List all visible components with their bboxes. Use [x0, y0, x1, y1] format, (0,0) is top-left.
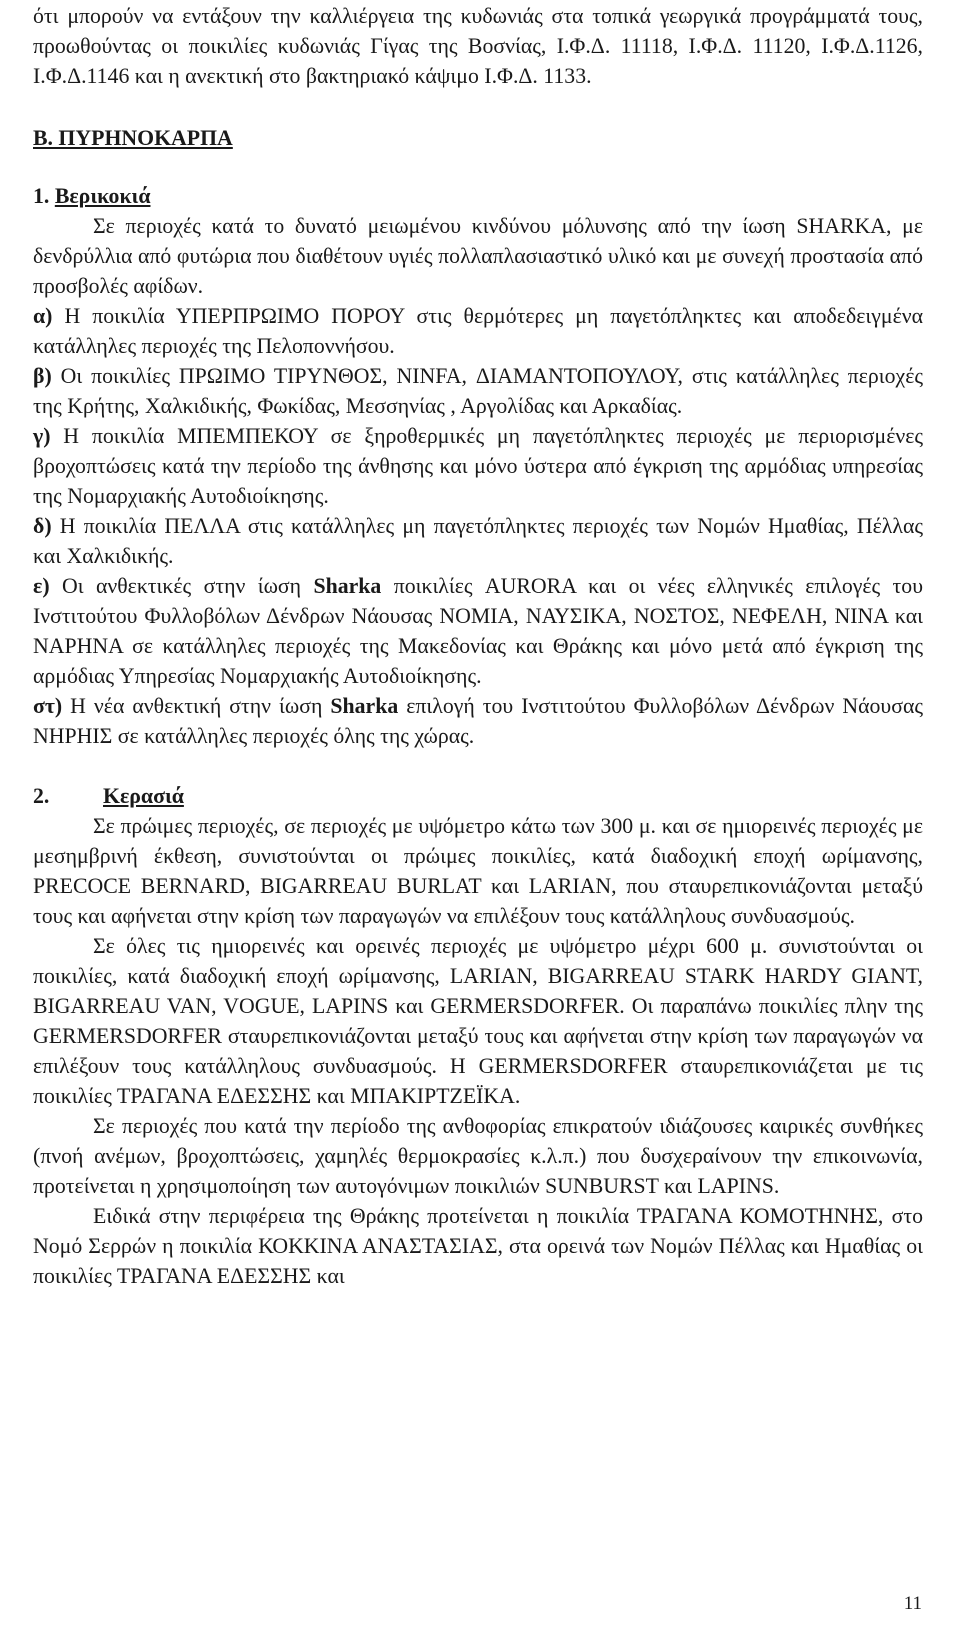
apricot-item-b — [33, 361, 923, 421]
section-heading-b-text: Β. ΠΥΡΗΝΟΚΑΡΠΑ — [33, 126, 233, 150]
apricot-item-e-post: ποικιλίες AURORA και οι νέες ελληνικές επιλογές του Ινστιτούτου Φυλλοβόλων Δένδρων Νάουσας NOMIA, ΝΑΥΣΙΚΑ, ΝΟΣΤΟΣ, ΝΕΦΕΛΗ, ΝΙΝΑ και ΝΑΡΗΝΑ σε κατάλληλες περιοχές της Μακεδονίας και Θράκης και μόνο μετά από έγκριση της αρμόδιας Υπηρεσίας Νομαρχιακής Αυτοδιοίκησης. — [33, 574, 924, 688]
apricot-item-d-text: Η ποικιλία ΠΕΛΛΑ στις κατάλληλες μη παγετόπληκτες περιοχές των Νομών Ημαθίας, Πέλλας και Χαλκιδικής. — [33, 514, 923, 568]
apricot-number: 1. — [33, 184, 50, 208]
apricot-item-st-post: επιλογή του Ινστιτούτου Φυλλοβόλων Δένδρων Νάουσας ΝΗΡΗΙΣ σε κατάλληλες περιοχές όλης της χώρας. — [33, 694, 923, 748]
apricot-item-e-label: ε) — [33, 574, 50, 598]
apricot-item-c — [33, 421, 923, 511]
apricot-item-c-label: γ) — [33, 424, 51, 448]
cherry-paragraph-4: Ειδικά στην περιφέρεια της Θράκης προτείνεται η ποικιλία ΤΡΑΓΑΝΑ ΚΟΜΟΤΗΝΗΣ, στο Νομό Σερρών η ποικιλία ΚΟΚΚΙΝΑ ΑΝΑΣΤΑΣΙΑΣ, στα ορεινά των Νομών Πέλλας και Ημαθίας οι ποικιλίες ΤΡΑΓΑΝΑ ΕΔΕΣΣΗΣ και — [33, 1204, 923, 1288]
apricot-intro: Σε περιοχές κατά το δυνατό μειωμένου κινδύνου μόλυνσης από την ίωση SHARKA, με δενδρύλλια από φυτώρια που διαθέτουν υγιές πολλαπλασιαστικό υλικό και με συνεχή προστασία από προσβολές αφίδων. — [33, 214, 923, 298]
apricot-item-b-label: β) — [33, 364, 52, 388]
apricot-item-d-label: δ) — [33, 514, 52, 538]
apricot-item-a — [33, 301, 923, 361]
apricot-item-b-text: Οι ποικιλίες ΠΡΩΙΜΟ ΤΙΡΥΝΘΟΣ, NINFA, ΔΙΑΜΑΝΤΟΠΟΥΛΟΥ, στις κατάλληλες περιοχές της Κρήτης, Χαλκιδικής, Φωκίδας, Μεσσηνίας , Αργολίδας και Αρκαδίας. — [33, 364, 923, 418]
cherry-title: Κερασιά — [103, 784, 184, 808]
cherry-number: 2. — [33, 784, 50, 808]
document-page — [33, 0, 923, 1291]
apricot-item-st — [33, 691, 923, 751]
apricot-item-a-text: Η ποικιλία ΥΠΕΡΠΡΩΙΜΟ ΠΟΡΟΥ στις θερμότερες μη παγετόπληκτες και αποδεδειγμένα κατάλληλες περιοχές της Πελοποννήσου. — [33, 304, 923, 358]
apricot-item-e-pre: Οι ανθεκτικές στην ίωση — [49, 574, 314, 598]
apricot-item-a-label: α) — [33, 304, 53, 328]
intro-paragraph: ότι μπορούν να εντάξουν την καλλιέργεια της κυδωνιάς στα τοπικά γεωργικά προγράμματά τους, προωθούντας οι ποικιλίες κυδωνιάς Γίγας της Βοσνίας, Ι.Φ.Δ. 11118, Ι.Φ.Δ. 11120, Ι.Φ.Δ.1126, Ι.Φ.Δ.1146 και η ανεκτική στο βακτηριακό κάψιμο Ι.Φ.Δ. 1133. — [33, 4, 923, 88]
apricot-item-c-text: Η ποικιλία ΜΠΕΜΠΕΚΟΥ σε ξηροθερμικές μη παγετόπληκτες περιοχές με περιορισμένες βροχοπτώσεις κατά την περίοδο της άνθησης και μόνο ύστερα από έγκριση της αρμόδιας υπηρεσίας της Νομαρχιακής Αυτοδιοίκησης. — [33, 424, 923, 508]
apricot-item-st-sharka: Sharka — [330, 694, 399, 718]
cherry-paragraph-2: Σε όλες τις ημιορεινές και ορεινές περιοχές με υψόμετρο μέχρι 600 μ. συνιστούνται οι ποικιλίες, κατά διαδοχική εποχή ωρίμανσης, LARIAN, BIGARREAU STARK HARDY GIANT, BIGARREAU VAN, VOGUE, LAPINS και GERMERSDORFER. Οι παραπάνω ποικιλίες πλην της GERMERSDORFER σταυρεπικονιάζονται μεταξύ τους και αφήνεται στην κρίση των παραγωγών να επιλέξουν τους κατάλληλους συνδυασμούς. Η GERMERSDORFER σταυρεπικονιάζεται με τις ποικιλίες ΤΡΑΓΑΝΑ ΕΔΕΣΣΗΣ και ΜΠΑΚΙΡΤΖΕΪΚΑ. — [33, 934, 923, 1108]
apricot-item-st-label: στ) — [33, 694, 63, 718]
apricot-title: Βερικοκιά — [54, 184, 151, 208]
cherry-paragraph-3: Σε περιοχές που κατά την περίοδο της ανθοφορίας επικρατούν ιδιάζουσες καιρικές συνθήκες (πνοή ανέμων, βροχοπτώσεις, χαμηλές θερμοκρασίες κ.λ.π.) που δυσχεραίνουν την επικοινωνία, προτείνεται η χρησιμοποίηση των αυτογόνιμων ποικιλιών SUNBURST και LAPINS. — [33, 1114, 923, 1198]
apricot-item-e — [33, 571, 923, 691]
subsection-apricot-heading — [33, 181, 923, 211]
subsection-cherry-heading — [33, 781, 923, 811]
section-heading-b — [33, 123, 923, 153]
cherry-paragraph-1: Σε πρώιμες περιοχές, σε περιοχές με υψόμετρο κάτω των 300 μ. και σε ημιορεινές περιοχές με μεσημβρινή έκθεση, συνιστούνται οι πρώιμες ποικιλίες, κατά διαδοχική εποχή ωρίμανσης, PRECOCE BERNARD, BIGARREAU BURLAT και LARIAN, που σταυρεπικονιάζονται μεταξύ τους και αφήνεται στην κρίση των παραγωγών να επιλέξουν τους κατάλληλους συνδυασμούς. — [33, 814, 923, 928]
page-number: 11 — [903, 1593, 922, 1614]
apricot-item-st-pre: Η νέα ανθεκτική στην ίωση — [62, 694, 331, 718]
apricot-item-e-sharka: Sharka — [313, 574, 382, 598]
apricot-item-d — [33, 511, 923, 571]
